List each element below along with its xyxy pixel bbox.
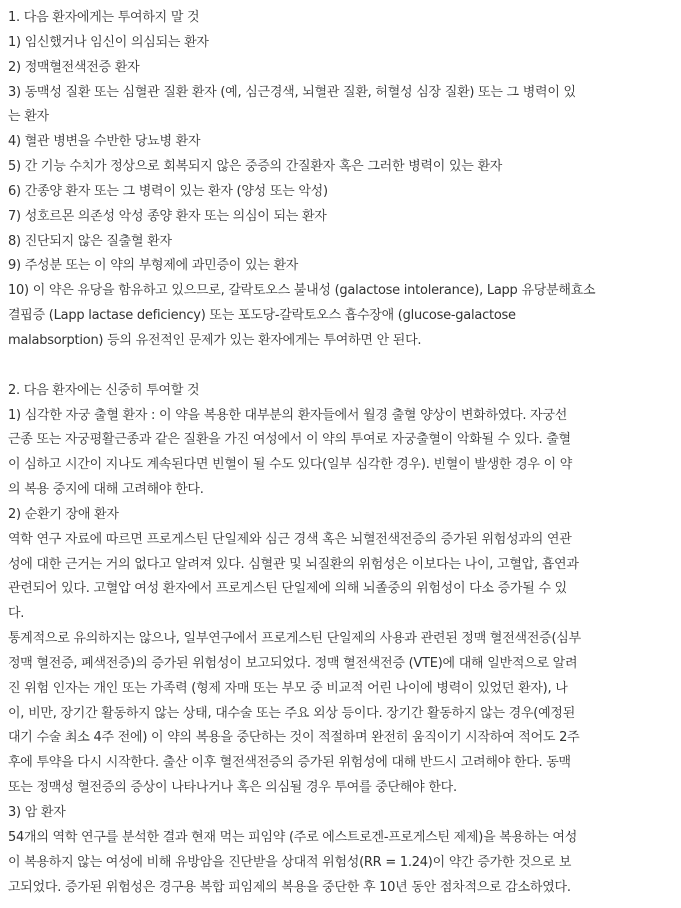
text-line: 54개의 역학 연구를 분석한 결과 현재 먹는 피임약 (주로 에스트로겐-프로게스틴 제제)을 복용하는 여성 [8,829,578,845]
section-heading: 2. 다음 환자에는 신중히 투여할 것 [8,382,200,398]
text-line: 7) 성호르몬 의존성 악성 종양 환자 또는 의심이 되는 환자 [8,208,327,224]
text-line: 이 심하고 시간이 지나도 계속된다면 빈혈이 될 수도 있다(일부 심각한 경우). 빈혈이 발생한 경우 이 약 [8,457,573,473]
text-line: 는 환자 [8,109,49,125]
text-line: 10) 이 약은 유당을 함유하고 있으므로, 갈락토오스 불내성 (galactose intolerance), Lapp 유당분해효소 [8,283,596,299]
text-line: 9) 주성분 또는 이 약의 부형제에 과민증이 있는 환자 [8,258,299,274]
text-line: 통계적으로 유의하지는 않으나, 일부연구에서 프로게스틴 단일제의 사용과 관련된 정맥 혈전색전증(심부 [8,631,581,647]
section-contraindications [8,6,676,354]
text-line: 1) 심각한 자궁 출혈 환자 : 이 약을 복용한 대부분의 환자들에서 월경 출혈 양상이 변화하였다. 자궁선 [8,407,568,423]
text-line: malabsorption) 등의 유전적인 문제가 있는 환자에게는 투여하면 안 된다. [8,332,422,348]
text-line: 8) 진단되지 않은 질출혈 환자 [8,233,172,249]
text-line: 6) 간종양 환자 또는 그 병력이 있는 환자 (양성 또는 악성) [8,183,328,199]
text-line: 근종 또는 자궁평활근종과 같은 질환을 가진 여성에서 이 약의 투여로 자궁출혈이 악화될 수 있다. 출혈 [8,432,571,448]
section-precautions [8,379,676,901]
section-heading: 1. 다음 환자에게는 투여하지 말 것 [8,10,200,25]
text-line: 진 위험 인자는 개인 또는 가족력 (형제 자매 또는 부모 중 비교적 어린 나이에 병력이 있었던 환자), 나 [8,680,568,696]
text-line: 관련되어 있다. 고혈압 여성 환자에서 프로게스틴 단일제에 의해 뇌졸중의 위험성이 다소 증가될 수 있 [8,581,567,597]
text-line: 결핍증 (Lapp lactase deficiency) 또는 포도당-갈락토오스 흡수장애 (glucose-galactose [8,308,516,324]
text-line: 후에 투약을 다시 시작한다. 출산 이후 혈전색전증의 증가된 위험성에 대해 반드시 고려해야 한다. 동맥 [8,755,571,771]
text-line: 2) 정맥혈전색전증 환자 [8,59,140,75]
text-line: 5) 간 기능 수치가 정상으로 회복되지 않은 중증의 간질환자 혹은 그러한 병력이 있는 환자 [8,159,503,175]
text-line: 이, 비만, 장기간 활동하지 않는 상태, 대수술 또는 주요 외상 등이다. 장기간 활동하지 않는 경우(예정된 [8,705,576,721]
subsection-heading: 3) 암 환자 [8,805,66,820]
text-line: 또는 정맥성 혈전증의 증상이 나타나거나 혹은 의심될 경우 투여를 중단해야 한다. [8,780,457,796]
document-body [8,6,676,900]
text-line: 이 복용하지 않는 여성에 비해 유방암을 진단받을 상대적 위험성(RR = 1.24)이 약간 증가한 것으로 보 [8,854,572,870]
text-line: 3) 동맥성 질환 또는 심혈관 질환 환자 (예, 심근경색, 뇌혈관 질환, 허혈성 심장 질환) 또는 그 병력이 있 [8,84,576,100]
text-line: 1) 임신했거나 임신이 의심되는 환자 [8,34,209,50]
text-line: 고되었다. 증가된 위험성은 경구용 복합 피임제의 복용을 중단한 후 10년 동안 점차적으로 감소하였다. [8,879,571,895]
paragraph-spacer [8,354,676,379]
text-line: 성에 대한 근거는 거의 없다고 알려져 있다. 심혈관 및 뇌질환의 위험성은 이보다는 나이, 고혈압, 흡연과 [8,556,579,572]
text-line: 역학 연구 자료에 따르면 프로게스틴 단일제와 심근 경색 혹은 뇌혈전색전증의 증가된 위험성과의 연관 [8,531,572,547]
subsection-heading: 2) 순환기 장애 환자 [8,506,119,522]
text-line: 의 복용 중지에 대해 고려해야 한다. [8,482,204,498]
text-line: 다. [8,606,25,622]
text-line: 4) 혈관 병변을 수반한 당뇨병 환자 [8,134,201,150]
text-line: 정맥 혈전증, 폐색전증)의 증가된 위험성이 보고되었다. 정맥 혈전색전증 (VTE)에 대해 일반적으로 알려 [8,655,578,671]
text-line: 대기 수술 최소 4주 전에) 이 약의 복용을 중단하는 것이 적절하며 완전히 움직이기 시작하여 적어도 2주 [8,730,580,746]
